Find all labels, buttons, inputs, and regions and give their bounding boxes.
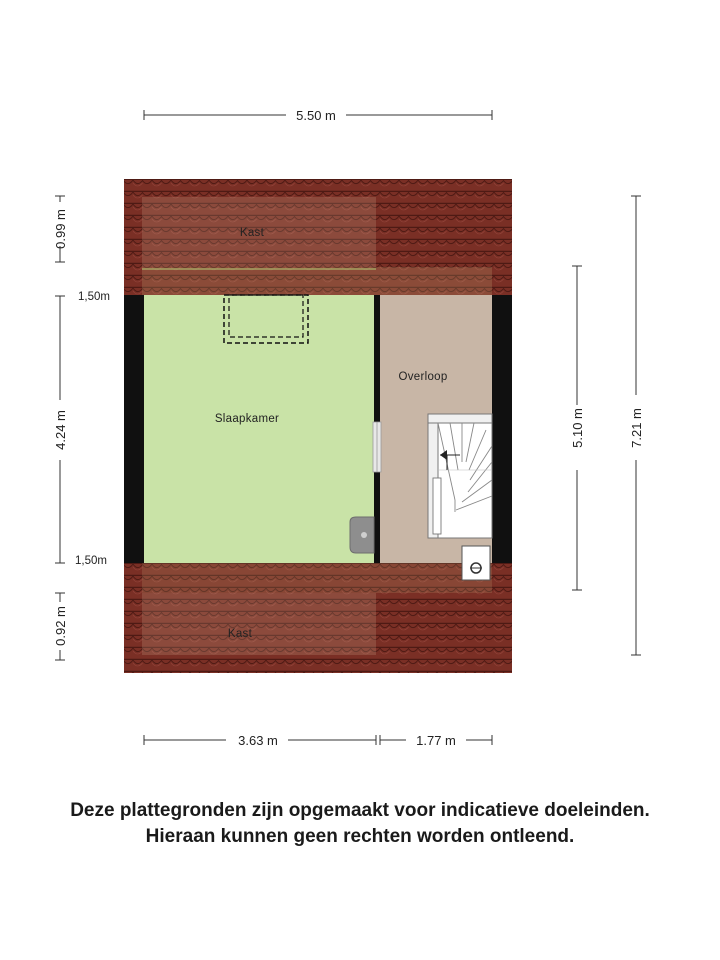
height-marker-upper: 1,50m	[78, 291, 110, 303]
height-marker-lower: 1,50m	[75, 555, 107, 567]
dimension-bottom-left-label: 3.63 m	[238, 733, 278, 748]
dimension-left-top-label: 0.99 m	[53, 209, 68, 249]
staircase-icon	[428, 414, 492, 538]
room-label-kast-bottom: Kast	[227, 628, 253, 640]
dimension-right-inner-label: 5.10 m	[570, 408, 585, 448]
dimension-left	[53, 196, 68, 660]
boiler-icon	[462, 546, 490, 580]
room-label-slaapkamer: Slaapkamer	[214, 413, 280, 425]
eaves-strip-bottom	[142, 563, 492, 593]
disclaimer-line-1: Deze plattegronden zijn opgemaakt voor indicatieve doeleinden.	[70, 800, 650, 821]
dimension-right-outer-label: 7.21 m	[629, 408, 644, 448]
dimension-right	[570, 196, 644, 655]
wall-left	[124, 295, 144, 563]
washbasin-icon	[350, 517, 374, 553]
partition-wall-lower	[374, 472, 380, 563]
kast-bottom-area	[142, 593, 376, 655]
disclaimer-line-2: Hieraan kunnen geen rechten worden ontleend.	[145, 826, 575, 847]
dimension-left-bottom-label: 0.92 m	[53, 606, 68, 646]
wall-right	[492, 295, 512, 563]
dimension-top-label: 5.50 m	[296, 108, 336, 123]
slaapkamer-room	[144, 295, 374, 563]
dimension-left-middle-label: 4.24 m	[53, 410, 68, 450]
dimension-bottom	[144, 733, 492, 748]
dimension-top	[144, 108, 492, 123]
dimension-bottom-right-label: 1.77 m	[416, 733, 456, 748]
eaves-strip-top	[142, 267, 492, 295]
partition-wall	[374, 295, 380, 422]
room-label-kast-top: Kast	[239, 227, 265, 239]
room-label-overloop: Overloop	[398, 371, 448, 383]
